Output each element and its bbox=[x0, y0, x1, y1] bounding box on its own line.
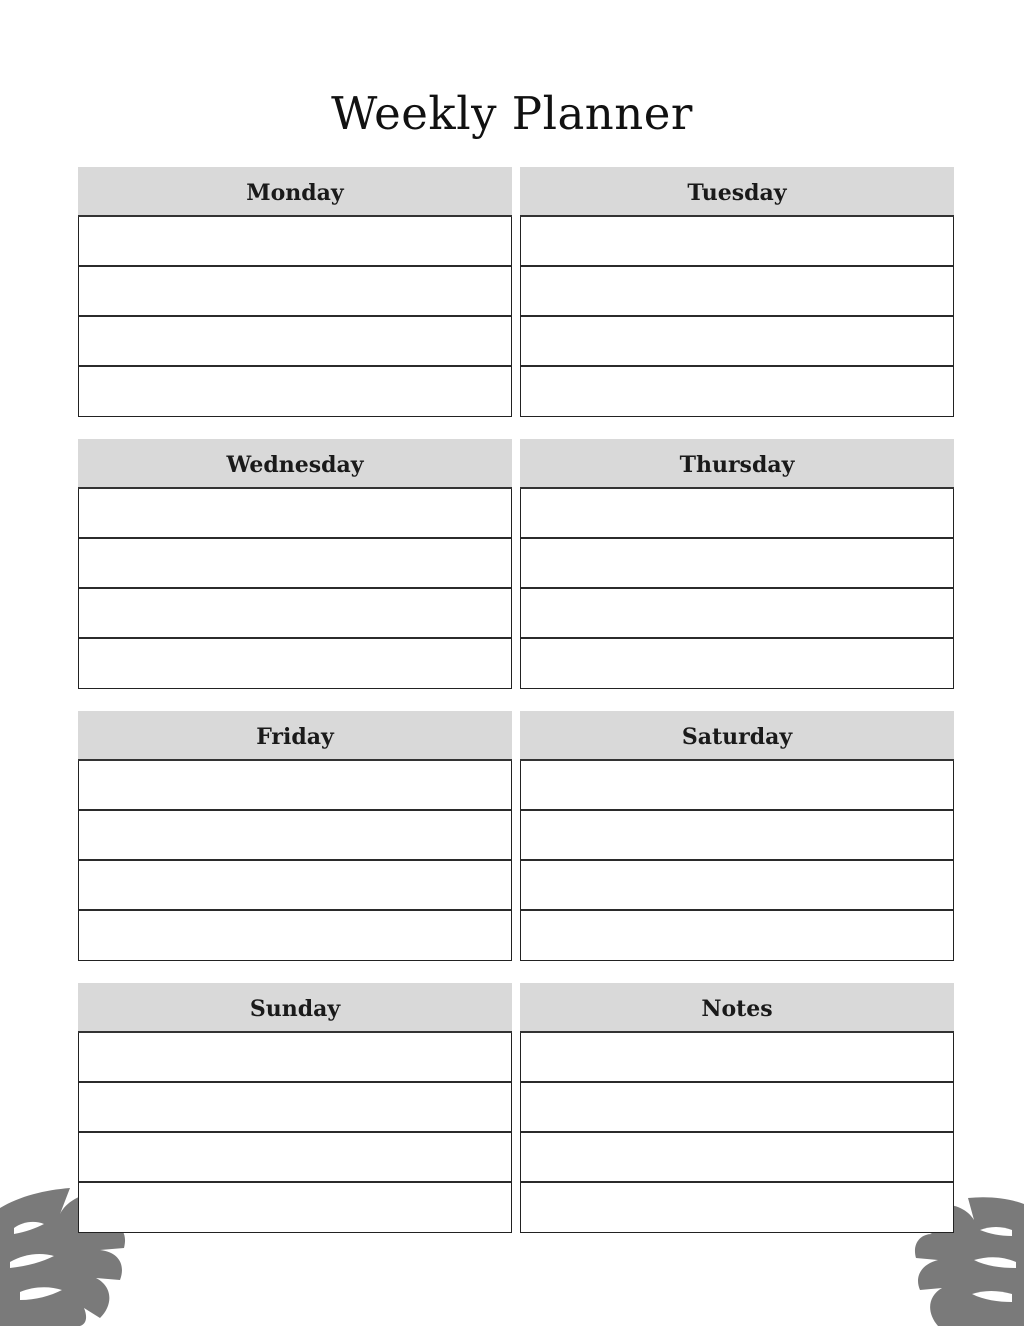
write-line[interactable] bbox=[521, 761, 953, 811]
section-saturday bbox=[520, 711, 954, 961]
write-line[interactable] bbox=[521, 1133, 953, 1183]
section-wednesday bbox=[78, 439, 512, 689]
page-title: Weekly Planner bbox=[331, 87, 693, 140]
write-line[interactable] bbox=[521, 217, 953, 267]
write-line[interactable] bbox=[79, 539, 511, 589]
section-lines bbox=[520, 217, 954, 417]
write-line[interactable] bbox=[79, 217, 511, 267]
section-lines bbox=[78, 217, 512, 417]
write-line[interactable] bbox=[79, 267, 511, 317]
write-line[interactable] bbox=[79, 1133, 511, 1183]
write-line[interactable] bbox=[521, 539, 953, 589]
write-line[interactable] bbox=[521, 367, 953, 416]
section-lines bbox=[78, 1033, 512, 1233]
write-line[interactable] bbox=[79, 317, 511, 367]
write-line[interactable] bbox=[521, 811, 953, 861]
write-line[interactable] bbox=[521, 911, 953, 960]
section-header: Sunday bbox=[78, 983, 512, 1033]
write-line[interactable] bbox=[79, 367, 511, 416]
write-line[interactable] bbox=[79, 1033, 511, 1083]
write-line[interactable] bbox=[521, 317, 953, 367]
section-sunday bbox=[78, 983, 512, 1233]
write-line[interactable] bbox=[521, 267, 953, 317]
planner-grid bbox=[78, 167, 954, 1233]
write-line[interactable] bbox=[79, 489, 511, 539]
section-header: Friday bbox=[78, 711, 512, 761]
section-header: Monday bbox=[78, 167, 512, 217]
section-header: Thursday bbox=[520, 439, 954, 489]
write-line[interactable] bbox=[79, 1083, 511, 1133]
write-line[interactable] bbox=[79, 1183, 511, 1232]
section-monday bbox=[78, 167, 512, 417]
write-line[interactable] bbox=[521, 489, 953, 539]
write-line[interactable] bbox=[79, 761, 511, 811]
write-line[interactable] bbox=[79, 589, 511, 639]
section-friday bbox=[78, 711, 512, 961]
section-header: Tuesday bbox=[520, 167, 954, 217]
write-line[interactable] bbox=[521, 861, 953, 911]
section-notes bbox=[520, 983, 954, 1233]
write-line[interactable] bbox=[79, 911, 511, 960]
section-lines bbox=[78, 489, 512, 689]
section-header: Notes bbox=[520, 983, 954, 1033]
section-header: Wednesday bbox=[78, 439, 512, 489]
write-line[interactable] bbox=[521, 1033, 953, 1083]
write-line[interactable] bbox=[521, 1183, 953, 1232]
section-lines bbox=[520, 489, 954, 689]
write-line[interactable] bbox=[521, 639, 953, 688]
write-line[interactable] bbox=[79, 811, 511, 861]
write-line[interactable] bbox=[521, 1083, 953, 1133]
section-lines bbox=[78, 761, 512, 961]
write-line[interactable] bbox=[79, 861, 511, 911]
section-lines bbox=[520, 761, 954, 961]
write-line[interactable] bbox=[79, 639, 511, 688]
section-header: Saturday bbox=[520, 711, 954, 761]
section-thursday bbox=[520, 439, 954, 689]
write-line[interactable] bbox=[521, 589, 953, 639]
section-lines bbox=[520, 1033, 954, 1233]
section-tuesday bbox=[520, 167, 954, 417]
